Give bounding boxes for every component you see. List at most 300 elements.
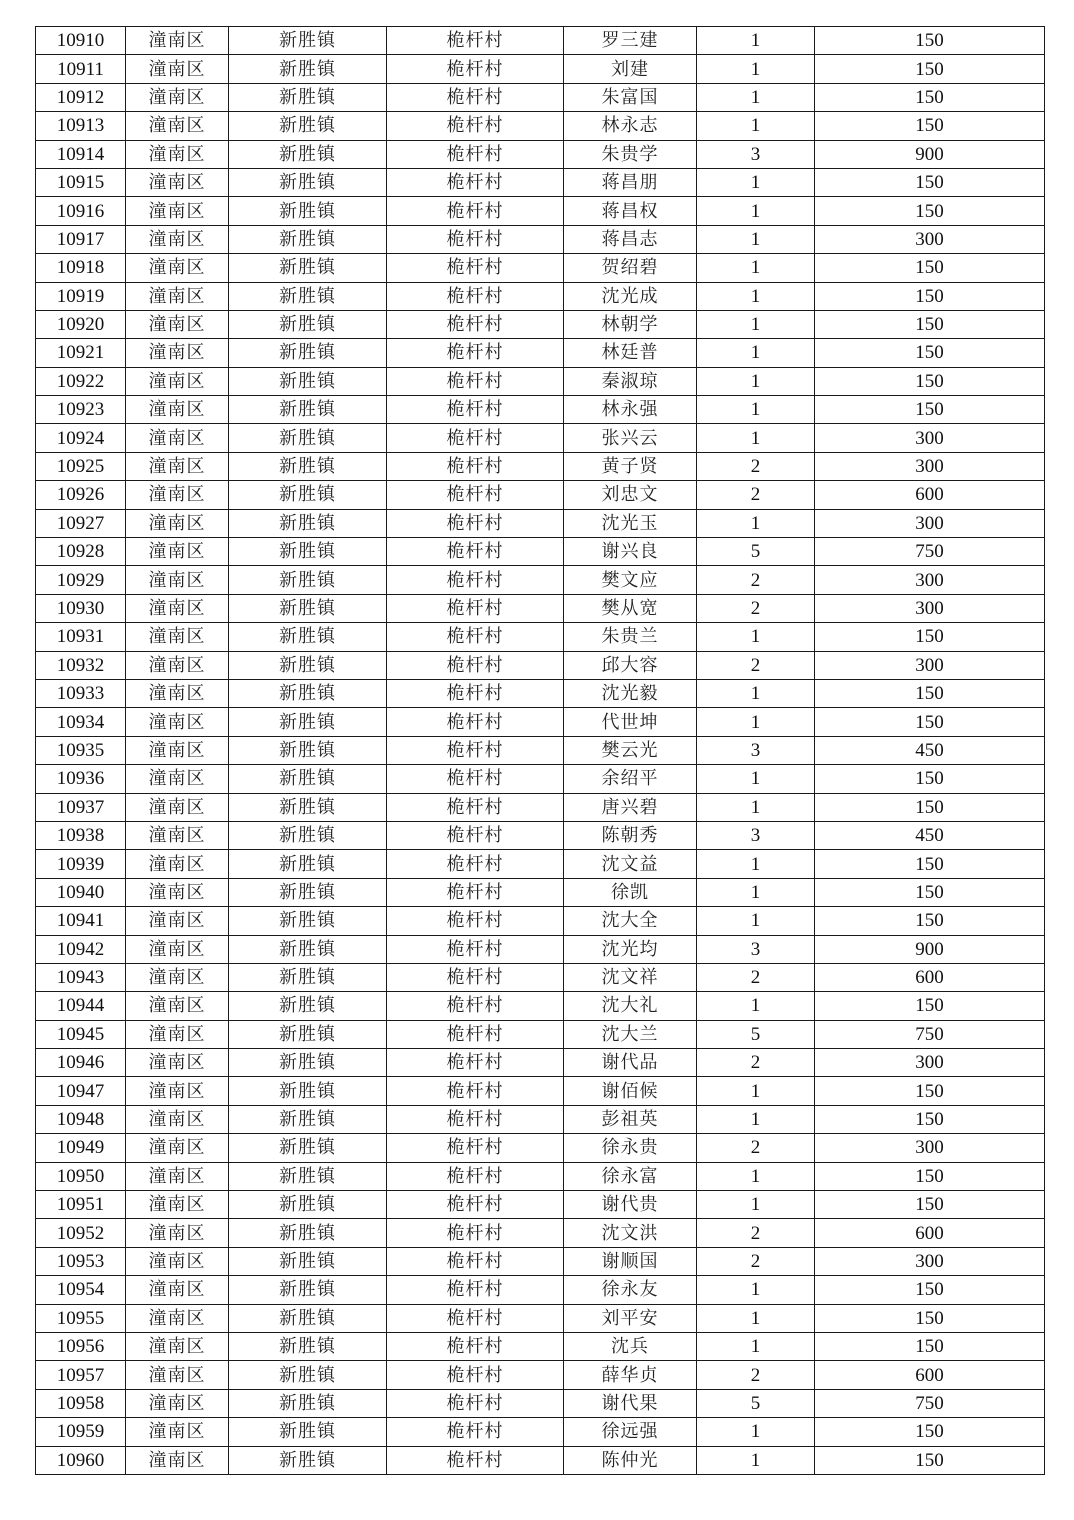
amount-cell: 150 [815,878,1045,906]
table-row [36,1191,1045,1219]
count-cell: 1 [697,282,815,310]
town-cell: 新胜镇 [229,254,387,282]
name-cell: 沈文益 [564,850,697,878]
town-cell: 新胜镇 [229,850,387,878]
household-table [35,26,1045,1475]
town-cell: 新胜镇 [229,878,387,906]
district-cell: 潼南区 [126,821,229,849]
table-row [36,225,1045,253]
village-cell: 桅杆村 [387,821,564,849]
count-cell: 1 [697,1418,815,1446]
table-row [36,793,1045,821]
amount-cell: 900 [815,935,1045,963]
amount-cell: 300 [815,1247,1045,1275]
amount-cell: 300 [815,509,1045,537]
district-cell: 潼南区 [126,1389,229,1417]
district-cell: 潼南区 [126,1105,229,1133]
town-cell: 新胜镇 [229,1191,387,1219]
amount-cell: 300 [815,225,1045,253]
name-cell: 林廷普 [564,339,697,367]
count-cell: 2 [697,1049,815,1077]
amount-cell: 600 [815,1219,1045,1247]
table-row [36,878,1045,906]
serial-number-cell: 10913 [36,112,126,140]
district-cell: 潼南区 [126,1219,229,1247]
table-row [36,1418,1045,1446]
serial-number-cell: 10935 [36,736,126,764]
table-row [36,1389,1045,1417]
village-cell: 桅杆村 [387,935,564,963]
town-cell: 新胜镇 [229,1361,387,1389]
table-row [36,935,1045,963]
amount-cell: 150 [815,850,1045,878]
table-row [36,992,1045,1020]
table-row [36,963,1045,991]
district-cell: 潼南区 [126,679,229,707]
count-cell: 1 [697,55,815,83]
village-cell: 桅杆村 [387,1418,564,1446]
amount-cell: 300 [815,1134,1045,1162]
count-cell: 3 [697,821,815,849]
amount-cell: 150 [815,112,1045,140]
amount-cell: 150 [815,1446,1045,1474]
amount-cell: 750 [815,538,1045,566]
name-cell: 沈光成 [564,282,697,310]
name-cell: 蒋昌志 [564,225,697,253]
serial-number-cell: 10933 [36,679,126,707]
district-cell: 潼南区 [126,254,229,282]
table-row [36,850,1045,878]
amount-cell: 150 [815,367,1045,395]
count-cell: 5 [697,538,815,566]
town-cell: 新胜镇 [229,765,387,793]
village-cell: 桅杆村 [387,254,564,282]
table-row [36,140,1045,168]
name-cell: 贺绍碧 [564,254,697,282]
name-cell: 谢代品 [564,1049,697,1077]
name-cell: 薛华贞 [564,1361,697,1389]
count-cell: 1 [697,1446,815,1474]
name-cell: 陈仲光 [564,1446,697,1474]
table-row [36,1247,1045,1275]
name-cell: 陈朝秀 [564,821,697,849]
serial-number-cell: 10954 [36,1276,126,1304]
count-cell: 2 [697,594,815,622]
count-cell: 1 [697,992,815,1020]
amount-cell: 150 [815,1105,1045,1133]
serial-number-cell: 10930 [36,594,126,622]
serial-number-cell: 10948 [36,1105,126,1133]
serial-number-cell: 10911 [36,55,126,83]
serial-number-cell: 10910 [36,27,126,55]
count-cell: 1 [697,225,815,253]
town-cell: 新胜镇 [229,679,387,707]
village-cell: 桅杆村 [387,1361,564,1389]
count-cell: 1 [697,509,815,537]
amount-cell: 600 [815,963,1045,991]
district-cell: 潼南区 [126,594,229,622]
town-cell: 新胜镇 [229,168,387,196]
village-cell: 桅杆村 [387,538,564,566]
amount-cell: 150 [815,765,1045,793]
table-row [36,1332,1045,1360]
serial-number-cell: 10917 [36,225,126,253]
village-cell: 桅杆村 [387,1446,564,1474]
serial-number-cell: 10952 [36,1219,126,1247]
village-cell: 桅杆村 [387,452,564,480]
amount-cell: 150 [815,623,1045,651]
count-cell: 1 [697,708,815,736]
town-cell: 新胜镇 [229,793,387,821]
town-cell: 新胜镇 [229,27,387,55]
town-cell: 新胜镇 [229,396,387,424]
district-cell: 潼南区 [126,1446,229,1474]
town-cell: 新胜镇 [229,367,387,395]
serial-number-cell: 10918 [36,254,126,282]
count-cell: 1 [697,27,815,55]
village-cell: 桅杆村 [387,850,564,878]
count-cell: 2 [697,566,815,594]
village-cell: 桅杆村 [387,339,564,367]
serial-number-cell: 10936 [36,765,126,793]
name-cell: 朱贵兰 [564,623,697,651]
town-cell: 新胜镇 [229,907,387,935]
count-cell: 1 [697,878,815,906]
name-cell: 刘忠文 [564,481,697,509]
table-row [36,367,1045,395]
name-cell: 秦淑琼 [564,367,697,395]
count-cell: 1 [697,679,815,707]
town-cell: 新胜镇 [229,225,387,253]
serial-number-cell: 10932 [36,651,126,679]
name-cell: 徐永贵 [564,1134,697,1162]
table-row [36,83,1045,111]
amount-cell: 150 [815,197,1045,225]
table-row [36,254,1045,282]
district-cell: 潼南区 [126,1332,229,1360]
district-cell: 潼南区 [126,1276,229,1304]
name-cell: 黄子贤 [564,452,697,480]
count-cell: 1 [697,339,815,367]
town-cell: 新胜镇 [229,935,387,963]
district-cell: 潼南区 [126,197,229,225]
district-cell: 潼南区 [126,1049,229,1077]
amount-cell: 750 [815,1389,1045,1417]
amount-cell: 300 [815,651,1045,679]
town-cell: 新胜镇 [229,963,387,991]
amount-cell: 150 [815,708,1045,736]
town-cell: 新胜镇 [229,197,387,225]
district-cell: 潼南区 [126,481,229,509]
name-cell: 谢佰候 [564,1077,697,1105]
serial-number-cell: 10946 [36,1049,126,1077]
district-cell: 潼南区 [126,1304,229,1332]
village-cell: 桅杆村 [387,1105,564,1133]
amount-cell: 150 [815,793,1045,821]
amount-cell: 300 [815,452,1045,480]
district-cell: 潼南区 [126,992,229,1020]
count-cell: 1 [697,1162,815,1190]
serial-number-cell: 10957 [36,1361,126,1389]
amount-cell: 150 [815,27,1045,55]
town-cell: 新胜镇 [229,708,387,736]
count-cell: 1 [697,907,815,935]
table-row [36,1219,1045,1247]
serial-number-cell: 10920 [36,310,126,338]
amount-cell: 450 [815,821,1045,849]
amount-cell: 600 [815,1361,1045,1389]
village-cell: 桅杆村 [387,765,564,793]
district-cell: 潼南区 [126,424,229,452]
district-cell: 潼南区 [126,452,229,480]
amount-cell: 150 [815,55,1045,83]
village-cell: 桅杆村 [387,963,564,991]
serial-number-cell: 10940 [36,878,126,906]
district-cell: 潼南区 [126,168,229,196]
village-cell: 桅杆村 [387,282,564,310]
table-row [36,310,1045,338]
district-cell: 潼南区 [126,538,229,566]
table-row [36,566,1045,594]
amount-cell: 150 [815,339,1045,367]
district-cell: 潼南区 [126,623,229,651]
district-cell: 潼南区 [126,55,229,83]
serial-number-cell: 10944 [36,992,126,1020]
amount-cell: 450 [815,736,1045,764]
name-cell: 沈文洪 [564,1219,697,1247]
count-cell: 1 [697,793,815,821]
table-row [36,679,1045,707]
district-cell: 潼南区 [126,140,229,168]
district-cell: 潼南区 [126,1191,229,1219]
town-cell: 新胜镇 [229,1105,387,1133]
name-cell: 沈光玉 [564,509,697,537]
district-cell: 潼南区 [126,736,229,764]
town-cell: 新胜镇 [229,83,387,111]
village-cell: 桅杆村 [387,793,564,821]
name-cell: 彭祖英 [564,1105,697,1133]
amount-cell: 300 [815,594,1045,622]
district-cell: 潼南区 [126,963,229,991]
amount-cell: 600 [815,481,1045,509]
village-cell: 桅杆村 [387,907,564,935]
town-cell: 新胜镇 [229,1304,387,1332]
table-row [36,907,1045,935]
serial-number-cell: 10923 [36,396,126,424]
district-cell: 潼南区 [126,225,229,253]
table-row [36,765,1045,793]
amount-cell: 150 [815,1162,1045,1190]
amount-cell: 300 [815,1049,1045,1077]
village-cell: 桅杆村 [387,566,564,594]
name-cell: 徐永富 [564,1162,697,1190]
count-cell: 1 [697,254,815,282]
town-cell: 新胜镇 [229,1134,387,1162]
table-row [36,339,1045,367]
name-cell: 林永强 [564,396,697,424]
serial-number-cell: 10938 [36,821,126,849]
serial-number-cell: 10927 [36,509,126,537]
village-cell: 桅杆村 [387,1304,564,1332]
amount-cell: 150 [815,992,1045,1020]
town-cell: 新胜镇 [229,566,387,594]
amount-cell: 150 [815,396,1045,424]
district-cell: 潼南区 [126,112,229,140]
village-cell: 桅杆村 [387,83,564,111]
district-cell: 潼南区 [126,1418,229,1446]
serial-number-cell: 10955 [36,1304,126,1332]
name-cell: 谢顺国 [564,1247,697,1275]
count-cell: 1 [697,83,815,111]
name-cell: 樊文应 [564,566,697,594]
table-row [36,1020,1045,1048]
count-cell: 1 [697,310,815,338]
town-cell: 新胜镇 [229,1020,387,1048]
serial-number-cell: 10928 [36,538,126,566]
village-cell: 桅杆村 [387,396,564,424]
village-cell: 桅杆村 [387,481,564,509]
table-row [36,168,1045,196]
count-cell: 1 [697,1304,815,1332]
serial-number-cell: 10921 [36,339,126,367]
table-row [36,538,1045,566]
serial-number-cell: 10914 [36,140,126,168]
name-cell: 谢兴良 [564,538,697,566]
town-cell: 新胜镇 [229,282,387,310]
name-cell: 代世坤 [564,708,697,736]
village-cell: 桅杆村 [387,1134,564,1162]
serial-number-cell: 10934 [36,708,126,736]
district-cell: 潼南区 [126,27,229,55]
count-cell: 1 [697,850,815,878]
town-cell: 新胜镇 [229,1162,387,1190]
serial-number-cell: 10915 [36,168,126,196]
town-cell: 新胜镇 [229,1418,387,1446]
serial-number-cell: 10941 [36,907,126,935]
town-cell: 新胜镇 [229,509,387,537]
village-cell: 桅杆村 [387,424,564,452]
village-cell: 桅杆村 [387,623,564,651]
count-cell: 1 [697,197,815,225]
name-cell: 沈光毅 [564,679,697,707]
village-cell: 桅杆村 [387,1247,564,1275]
village-cell: 桅杆村 [387,594,564,622]
town-cell: 新胜镇 [229,736,387,764]
table-row [36,282,1045,310]
table-row [36,1162,1045,1190]
village-cell: 桅杆村 [387,197,564,225]
village-cell: 桅杆村 [387,168,564,196]
village-cell: 桅杆村 [387,140,564,168]
count-cell: 1 [697,1332,815,1360]
amount-cell: 150 [815,1304,1045,1332]
name-cell: 徐永友 [564,1276,697,1304]
name-cell: 樊从宽 [564,594,697,622]
serial-number-cell: 10912 [36,83,126,111]
count-cell: 1 [697,396,815,424]
district-cell: 潼南区 [126,310,229,338]
serial-number-cell: 10924 [36,424,126,452]
amount-cell: 150 [815,282,1045,310]
table-row [36,481,1045,509]
name-cell: 邱大容 [564,651,697,679]
district-cell: 潼南区 [126,1134,229,1162]
village-cell: 桅杆村 [387,1020,564,1048]
name-cell: 沈光均 [564,935,697,963]
town-cell: 新胜镇 [229,623,387,651]
village-cell: 桅杆村 [387,1049,564,1077]
district-cell: 潼南区 [126,651,229,679]
district-cell: 潼南区 [126,765,229,793]
village-cell: 桅杆村 [387,112,564,140]
amount-cell: 150 [815,254,1045,282]
table-row [36,594,1045,622]
name-cell: 谢代贵 [564,1191,697,1219]
table-row [36,736,1045,764]
district-cell: 潼南区 [126,282,229,310]
table-row [36,1446,1045,1474]
count-cell: 2 [697,1361,815,1389]
district-cell: 潼南区 [126,1162,229,1190]
amount-cell: 900 [815,140,1045,168]
serial-number-cell: 10949 [36,1134,126,1162]
town-cell: 新胜镇 [229,1446,387,1474]
district-cell: 潼南区 [126,509,229,537]
name-cell: 蒋昌权 [564,197,697,225]
table-row [36,1361,1045,1389]
town-cell: 新胜镇 [229,112,387,140]
serial-number-cell: 10958 [36,1389,126,1417]
district-cell: 潼南区 [126,850,229,878]
district-cell: 潼南区 [126,396,229,424]
district-cell: 潼南区 [126,1077,229,1105]
village-cell: 桅杆村 [387,1162,564,1190]
district-cell: 潼南区 [126,907,229,935]
town-cell: 新胜镇 [229,821,387,849]
name-cell: 谢代果 [564,1389,697,1417]
count-cell: 1 [697,765,815,793]
count-cell: 3 [697,736,815,764]
district-cell: 潼南区 [126,1361,229,1389]
town-cell: 新胜镇 [229,1332,387,1360]
village-cell: 桅杆村 [387,509,564,537]
table-row [36,623,1045,651]
name-cell: 林朝学 [564,310,697,338]
name-cell: 张兴云 [564,424,697,452]
serial-number-cell: 10925 [36,452,126,480]
district-cell: 潼南区 [126,1020,229,1048]
serial-number-cell: 10931 [36,623,126,651]
count-cell: 1 [697,112,815,140]
amount-cell: 150 [815,679,1045,707]
table-row [36,197,1045,225]
village-cell: 桅杆村 [387,55,564,83]
name-cell: 刘平安 [564,1304,697,1332]
count-cell: 1 [697,623,815,651]
count-cell: 1 [697,168,815,196]
serial-number-cell: 10951 [36,1191,126,1219]
village-cell: 桅杆村 [387,1077,564,1105]
town-cell: 新胜镇 [229,594,387,622]
serial-number-cell: 10947 [36,1077,126,1105]
town-cell: 新胜镇 [229,310,387,338]
serial-number-cell: 10942 [36,935,126,963]
village-cell: 桅杆村 [387,1332,564,1360]
name-cell: 朱贵学 [564,140,697,168]
count-cell: 2 [697,452,815,480]
count-cell: 5 [697,1389,815,1417]
district-cell: 潼南区 [126,367,229,395]
